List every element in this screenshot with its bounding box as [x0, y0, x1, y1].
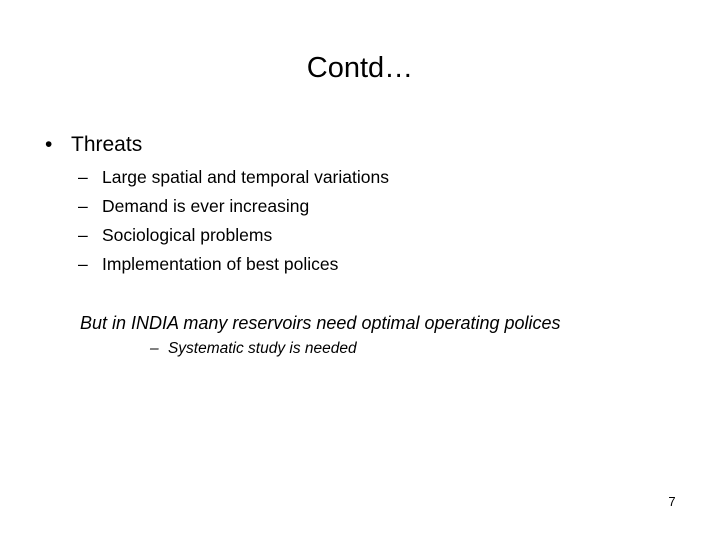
sub-item-text: Implementation of best polices — [102, 254, 339, 274]
bullet-text: Threats — [71, 133, 143, 156]
sub-item-text: Demand is ever increasing — [102, 196, 310, 216]
sub-item-text: Large spatial and temporal variations — [102, 167, 389, 187]
slide-title: Contd… — [306, 52, 414, 84]
sub-item-text: Sociological problems — [102, 225, 273, 245]
dash-icon: – — [78, 196, 88, 216]
dash-icon: – — [150, 340, 159, 357]
note-text: But in INDIA many reservoirs need optimal operating polices — [80, 313, 561, 333]
dash-icon: – — [78, 167, 88, 187]
note-sub-text: Systematic study is needed — [167, 340, 357, 357]
bullet-icon: • — [45, 133, 53, 156]
note-sub-item — [150, 338, 357, 360]
dash-icon: – — [78, 254, 88, 274]
page-number: 7 — [668, 494, 676, 509]
dash-icon: – — [78, 225, 88, 245]
